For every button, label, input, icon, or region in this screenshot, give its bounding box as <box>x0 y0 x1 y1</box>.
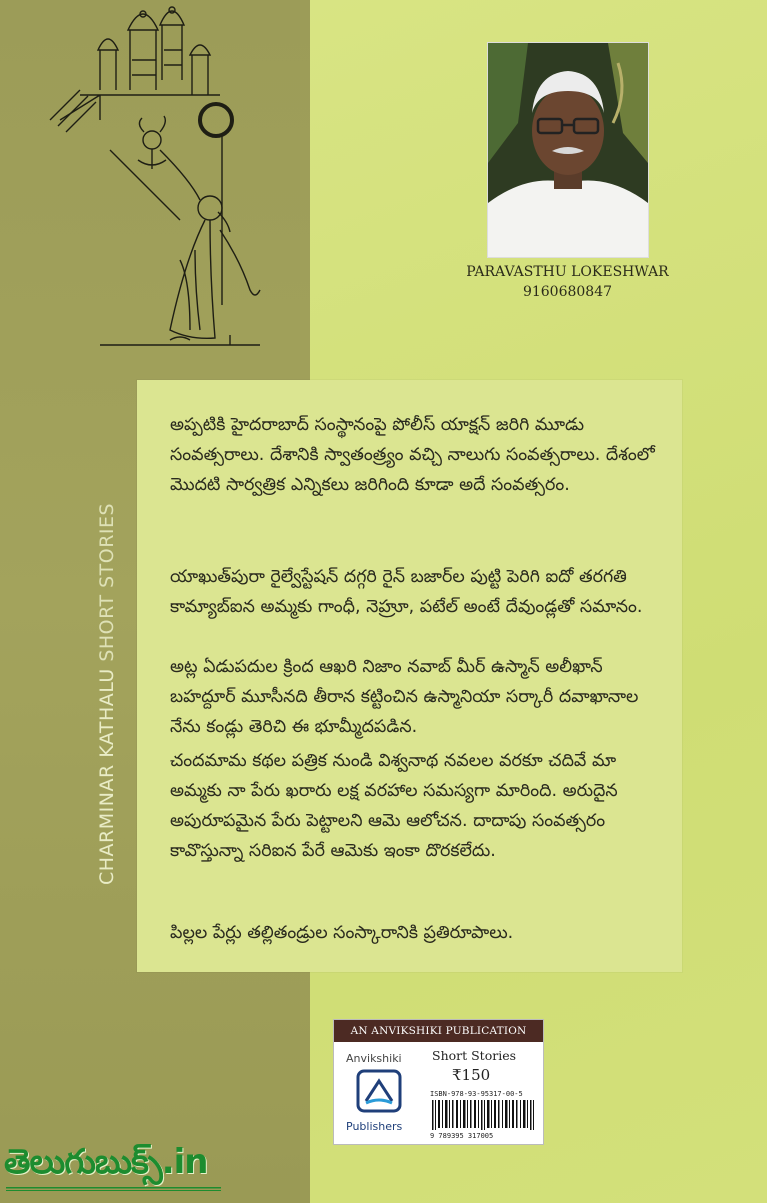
author-name: PARAVASTHU LOKESHWAR <box>466 264 669 280</box>
blurb-paragraph-3: అట్ల ఏడుపదుల క్రింద ఆఖరి నిజాం నవాబ్ మీర్ ఉస్మాన్ అలీఖాన్ బహద్దూర్ మూసీనది తీరాన కట్టించిన ఉస్మానియా సర్కారీ దవాఖానాల నేను కండ్లు తెరిచి ఈ భూమ్మీదపడిన. <box>170 657 639 737</box>
barcode-number: 9 789395 317005 <box>430 1132 494 1140</box>
blurb-paragraph-5: పిల్లల పేర్లు తల్లితండ్రుల సంస్కారానికి ప్రతిరూపాలు. <box>170 923 514 943</box>
publisher-genre: Short Stories <box>432 1048 517 1063</box>
author-caption <box>455 262 680 302</box>
spine-title-sub: SHORT STORIES <box>96 502 118 669</box>
publisher-price: ₹150 <box>452 1066 491 1084</box>
publisher-logo-name: Anvikshiki <box>346 1052 402 1065</box>
spine-title-main: CHARMINAR KATHALU <box>96 668 118 885</box>
isbn-text: ISBN-978-93-95317-00-5 <box>430 1090 523 1098</box>
publisher-logo-sub: Publishers <box>346 1120 403 1133</box>
author-photo <box>487 42 649 258</box>
publisher-logo-icon <box>356 1069 402 1113</box>
spine-title <box>96 503 118 885</box>
watermark-decoration <box>6 1184 221 1194</box>
publisher-header: AN ANVIKSHIKI PUBLICATION <box>334 1020 543 1042</box>
blurb-paragraph-1: అప్పటికి హైదరాబాద్ సంస్థానంపై పోలీస్ యాక్షన్ జరిగి మూడు సంవత్సరాలు. దేశానికి స్వాతంత్ర్యం వచ్చి నాలుగు సంవత్సరాలు. దేశంలో మొదటి సార్వత్రిక ఎన్నికలు జరిగింది కూడా అదే సంవత్సరం. <box>170 415 655 495</box>
blurb-paragraph-4: చందమామ కథల పత్రిక నుండి విశ్వనాథ నవలల వరకూ చదివే మా అమ్మకు నా పేరు ఖరారు లక్ష వరహాల సమస్యగా మారింది. అరుదైన అపురూపమైన పేరు పెట్టాలని ఆమె ఆలోచన. దాదాపు సంవత్సరం కావొస్తున్నా సరిఐన పేరే ఆమెకు ఇంకా దొరకలేదు. <box>170 751 618 861</box>
blurb-paragraph-2: యాఖుత్‌పురా రైల్వేస్టేషన్ దగ్గరి రైన్ బజార్‌ల పుట్టి పెరిగి ఐదో తరగతి కామ్యాబ్ఐన అమ్మకు గాంధీ, నెహ్రూ, పటేల్ అంటే దేవుండ్లతో సమానం. <box>170 567 643 617</box>
charminar-sketch-illustration <box>40 0 290 370</box>
author-phone: 9160680847 <box>522 284 613 300</box>
website-watermark: తెలుగుబుక్స్.in <box>4 1142 208 1182</box>
publisher-box <box>333 1019 544 1145</box>
barcode-image <box>430 1100 538 1134</box>
